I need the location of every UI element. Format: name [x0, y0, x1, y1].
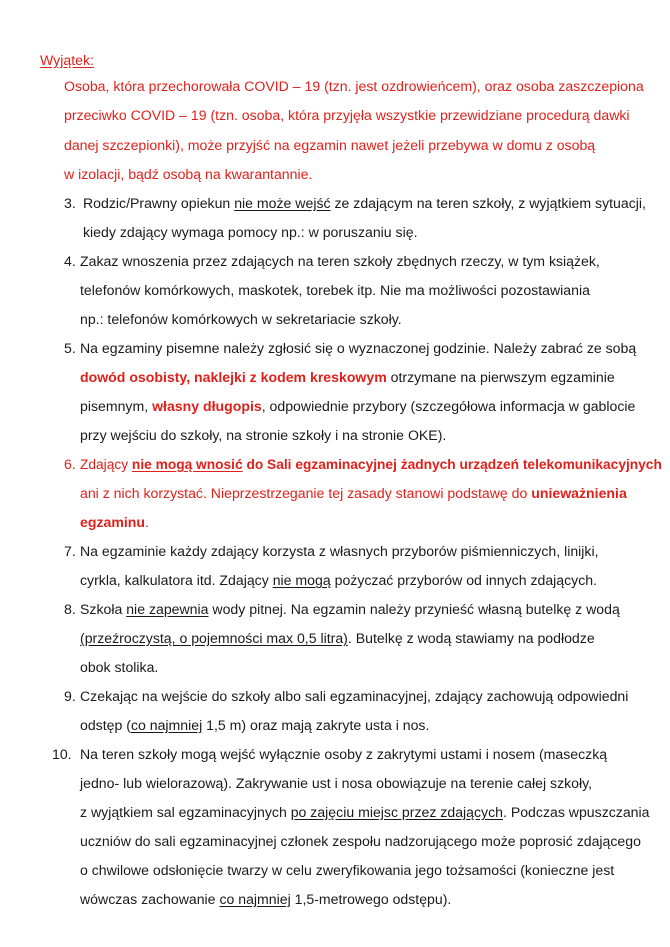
item-5-line-2: [80, 368, 615, 386]
item-10-line-1: Na teren szkoły mogą wejść wyłącznie osoby z zakrytymi ustami i nosem (maseczką: [80, 746, 608, 762]
item-6-line-2: [80, 484, 627, 502]
item-8-line-1: [80, 600, 620, 618]
text-span: ze zdającym na teren szkoły, z wyjątkiem sytuacji,: [330, 195, 646, 211]
text-span: ani z nich korzystać. Nieprzestrzeganie tej zasady stanowi podstawę do: [80, 485, 532, 501]
item-4-number: 4.: [64, 253, 76, 269]
text-span: pisemnym,: [80, 398, 153, 414]
bold-text: do Sali egzaminacyjnej żadnych urządzeń telekomunikacyjnych: [242, 456, 662, 472]
bold-text: egzaminu: [80, 514, 145, 530]
text-span: odstęp (: [80, 717, 131, 733]
item-4-line-1: Zakaz wnoszenia przez zdających na teren szkoły zbędnych rzeczy, w tym książek,: [80, 253, 600, 269]
text-span: .: [145, 514, 149, 530]
item-9-line-1: Czekając na wejście do szkoły albo sali egzaminacyjnej, zdający zachowują odpowiedni: [80, 688, 629, 704]
item-9-line-2: [80, 716, 429, 734]
item-5-line-4: przy wejściu do szkoły, na stronie szkoły i na stronie OKE).: [80, 427, 447, 443]
item-3-number: 3.: [64, 195, 76, 211]
item-8-line-3: obok stolika.: [80, 659, 159, 675]
item-8-number: 8.: [64, 601, 76, 617]
item-10-line-5: o chwilowe odsłonięcie twarzy w celu zweryfikowania jego tożsamości (konieczne jest: [80, 862, 615, 878]
text-span: otrzymane na pierwszym egzaminie: [386, 369, 615, 385]
item-5-line-3: [80, 397, 635, 415]
underlined-text: co najmniej: [219, 891, 291, 907]
text-span: z wyjątkiem sal egzaminacyjnych: [80, 804, 291, 820]
text-span: wody pitnej. Na egzamin należy przynieść własną butelkę z wodą: [208, 601, 620, 617]
exception-line-4: w izolacji, bądź osobą na kwarantannie.: [64, 166, 313, 182]
item-7-line-1: Na egzaminie każdy zdający korzysta z własnych przyborów piśmienniczych, linijki,: [80, 543, 599, 559]
item-5-number: 5.: [64, 340, 76, 356]
item-3-line-2: kiedy zdający wymaga pomocy np.: w poruszaniu się.: [83, 224, 418, 240]
item-9-number: 9.: [64, 688, 76, 704]
text-span: . Butelkę z wodą stawiamy na podłodze: [347, 630, 595, 646]
bold-text: unieważnienia: [531, 485, 627, 501]
exception-heading: Wyjątek:: [40, 52, 94, 68]
item-10-line-6: [80, 890, 451, 908]
text-span: wówczas zachowanie: [80, 891, 220, 907]
item-8-line-2: [80, 629, 595, 647]
item-10-line-2: jedno- lub wielorazową). Zakrywanie ust i nosa obowiązuje na terenie całej szkoły,: [80, 775, 593, 791]
exception-line-1: Osoba, która przechorowała COVID – 19 (tzn. jest ozdrowieńcem), oraz osoba zaszczepiona: [64, 78, 644, 94]
item-10-line-3: [80, 803, 649, 821]
text-span: Szkoła: [80, 601, 127, 617]
underlined-text: nie może wejść: [234, 195, 331, 211]
exception-line-2: przeciwko COVID – 19 (tzn. osoba, która przyjęła wszystkie przewidziane procedurą dawki: [64, 107, 630, 123]
text-span: . Podczas wpuszczania: [502, 804, 650, 820]
text-span: , odpowiednie przybory (szczegółowa informacja w gablocie: [261, 398, 636, 414]
highlighted-text: własny długopis: [152, 398, 262, 414]
underlined-text: nie mogą: [272, 572, 331, 588]
text-span: 1,5-metrowego odstępu).: [290, 891, 452, 907]
underlined-text: (przeźroczystą, o pojemności max 0,5 litra): [80, 630, 348, 646]
item-6-line-3: [80, 513, 149, 531]
underlined-text: nie zapewnia: [126, 601, 209, 617]
exception-line-3: danej szczepionki), może przyjść na egzamin nawet jeżeli przebywa w domu z osobą: [64, 137, 596, 153]
text-span: 1,5 m) oraz mają zakryte usta i nos.: [202, 717, 430, 733]
underlined-text: po zajęciu miejsc przez zdających: [290, 804, 503, 820]
item-7-number: 7.: [64, 543, 76, 559]
underlined-text: nie mogą wnosić: [131, 456, 243, 472]
item-6-number: 6.: [64, 456, 76, 472]
highlighted-text: dowód osobisty, naklejki z kodem kreskowym: [80, 369, 387, 385]
item-10-number: 10.: [52, 746, 72, 762]
text-span: pożyczać przyborów od innych zdających.: [330, 572, 598, 588]
text-span: cyrkla, kalkulatora itd. Zdający: [80, 572, 273, 588]
item-7-line-2: [80, 571, 597, 589]
underlined-text: co najmniej: [130, 717, 203, 733]
text-span: Zdający: [80, 456, 132, 472]
text-span: Rodzic/Prawny opiekun: [83, 195, 235, 211]
item-3-line-1: [83, 194, 646, 212]
item-10-line-4: uczniów do sali egzaminacyjnej członek zespołu nadzorującego może poprosić zdającego: [80, 833, 641, 849]
item-6-line-1: [80, 455, 662, 473]
item-4-line-3: np.: telefonów komórkowych w sekretariacie szkoły.: [80, 311, 402, 327]
item-4-line-2: telefonów komórkowych, maskotek, torebek itp. Nie ma możliwości pozostawiania: [80, 282, 590, 298]
item-5-line-1: Na egzaminy pisemne należy zgłosić się o wyznaczonej godzinie. Należy zabrać ze sobą: [80, 340, 637, 356]
